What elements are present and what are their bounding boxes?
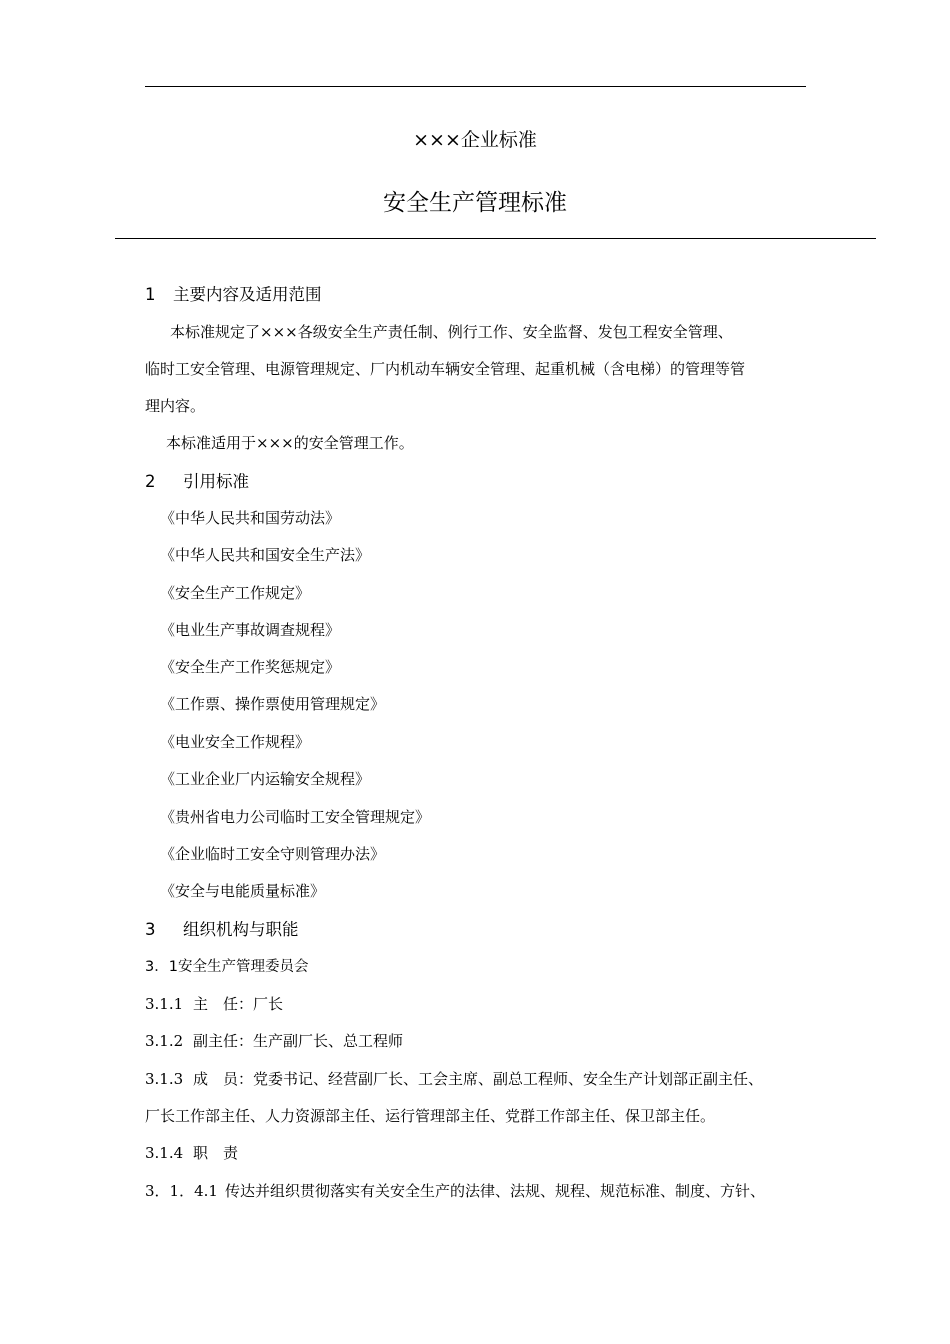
item-text: 副主任：生产副厂长、总工程师 <box>193 1032 404 1050</box>
item-text: 成 员：党委书记、经营副厂长、工会主席、副总工程师、安全生产计划部正副主任、 <box>193 1070 764 1088</box>
reference-item: 《中华人民共和国劳动法》 <box>160 509 341 527</box>
standard-label: ×××企业标准 <box>413 129 537 151</box>
header-top-rule <box>145 86 806 87</box>
section-2-heading <box>145 474 249 491</box>
header-bottom-rule <box>115 238 876 239</box>
section-heading-text: 组织机构与职能 <box>183 920 299 939</box>
item-3-1-2 <box>145 1034 403 1049</box>
reference-item: 《安全生产工作规定》 <box>160 584 311 602</box>
item-number: 3.1.3 <box>145 1070 184 1088</box>
reference-item: 《工作票、操作票使用管理规定》 <box>160 695 386 713</box>
document-title: 安全生产管理标准 <box>383 190 567 216</box>
item-number: 3．1．4.1 <box>145 1182 218 1200</box>
subsection-number: 3．1 <box>145 959 178 975</box>
item-text: 传达并组织贯彻落实有关安全生产的法律、法规、规程、规范标准、制度、方针、 <box>225 1182 766 1200</box>
reference-item: 《企业临时工安全守则管理办法》 <box>160 845 386 863</box>
subsection-title: 安全生产管理委员会 <box>177 959 309 975</box>
section-heading-text: 引用标准 <box>183 472 249 491</box>
reference-item: 《安全与电能质量标准》 <box>160 882 326 900</box>
subsection-3-1-heading <box>145 960 308 975</box>
reference-item: 《贵州省电力公司临时工安全管理规定》 <box>160 808 431 826</box>
section-3-heading <box>145 922 299 939</box>
item-number: 3.1.2 <box>145 1032 184 1050</box>
item-3-1-4 <box>145 1146 238 1161</box>
item-3-1-4-1 <box>145 1184 765 1199</box>
item-text: 主 任：厂长 <box>193 995 284 1013</box>
section-1-paragraph-line: 本标准规定了×××各级安全生产责任制、例行工作、安全监督、发包工程安全管理、 <box>170 323 733 341</box>
section-1-paragraph-line: 临时工安全管理、电源管理规定、厂内机动车辆安全管理、起重机械（含电梯）的管理等管 <box>145 360 746 378</box>
section-1-paragraph-line: 理内容。 <box>145 397 206 415</box>
section-number: 2 <box>145 472 156 491</box>
item-number: 3.1.4 <box>145 1144 184 1162</box>
reference-item: 《电业生产事故调查规程》 <box>160 621 341 639</box>
section-number: 1 <box>145 285 156 304</box>
reference-item: 《工业企业厂内运输安全规程》 <box>160 770 371 788</box>
item-number: 3.1.1 <box>145 995 184 1013</box>
section-heading-text: 主要内容及适用范围 <box>173 285 322 304</box>
item-3-1-3 <box>145 1072 763 1087</box>
reference-item: 《电业安全工作规程》 <box>160 733 311 751</box>
section-1-scope-paragraph: 本标准适用于×××的安全管理工作。 <box>166 434 414 452</box>
item-3-1-3-continuation: 厂长工作部主任、人力资源部主任、运行管理部主任、党群工作部主任、保卫部主任。 <box>145 1107 716 1125</box>
section-1-heading <box>145 287 322 304</box>
item-text: 职 责 <box>193 1144 239 1162</box>
reference-item: 《中华人民共和国安全生产法》 <box>160 546 371 564</box>
item-3-1-1 <box>145 997 283 1012</box>
reference-item: 《安全生产工作奖惩规定》 <box>160 658 341 676</box>
section-number: 3 <box>145 920 156 939</box>
